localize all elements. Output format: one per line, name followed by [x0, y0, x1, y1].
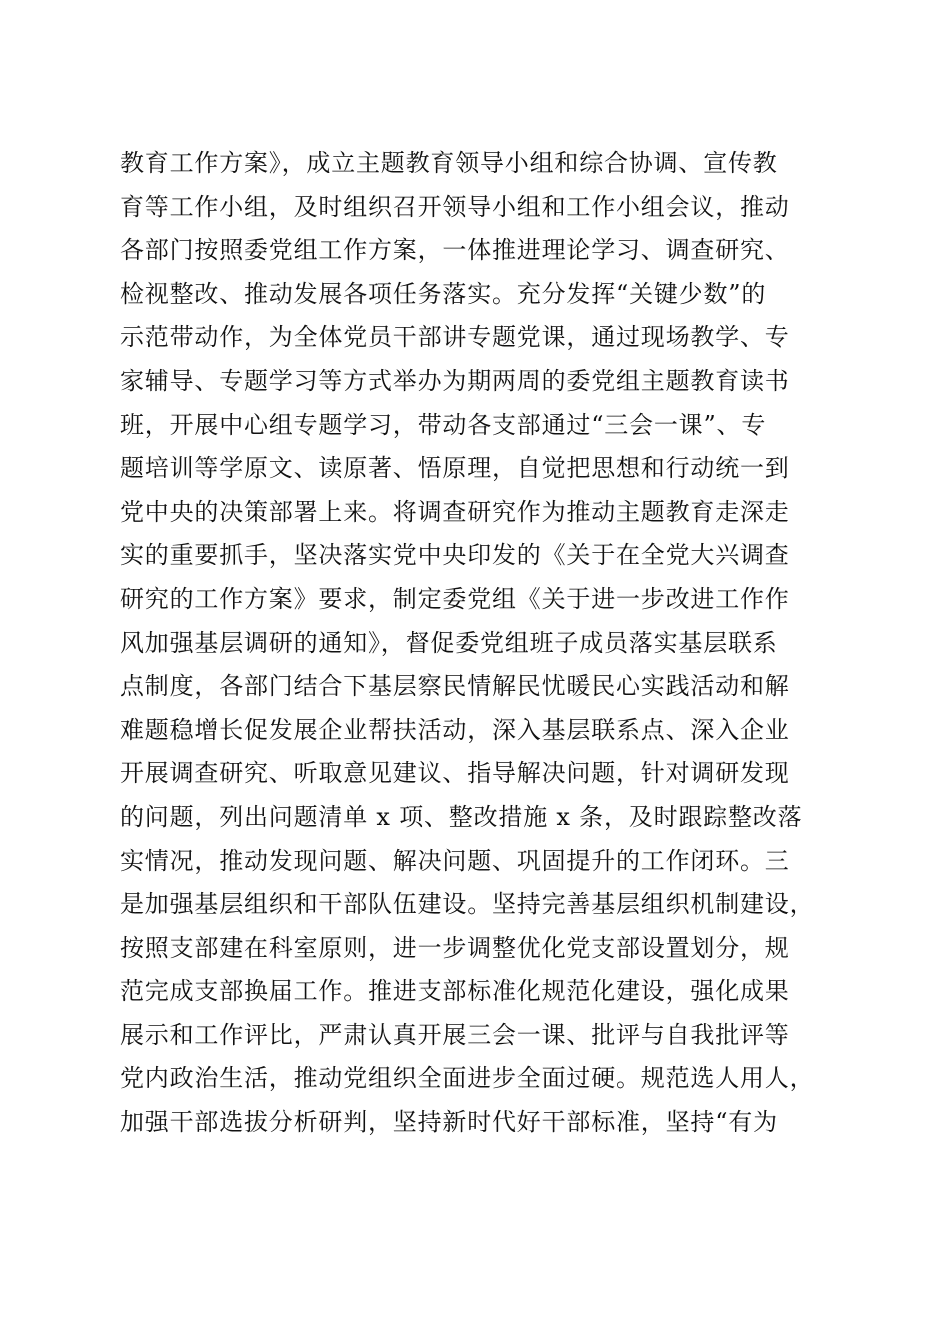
text-line: 示范带动作，为全体党员干部讲专题党课，通过现场教学、专: [120, 323, 790, 352]
text-line: 党内政治生活，推动党组织全面进步全面过硬。规范选人用人，: [120, 1064, 815, 1093]
text-line: 家辅导、专题学习等方式举办为期两周的委党组主题教育读书: [120, 366, 790, 395]
text-line: 教育工作方案》，成立主题教育领导小组和综合协调、宣传教: [120, 149, 778, 177]
text-line: 是加强基层组织和干部队伍建设。坚持完善基层组织机制建设，: [120, 890, 815, 919]
text-line: 展示和工作评比，严肃认真开展三会一课、批评与自我批评等: [120, 1020, 790, 1049]
text-line: 题培训等学原文、读原著、悟原理，自觉把思想和行动统一到: [120, 454, 790, 483]
text-line: 检视整改、推动发展各项任务落实。充分发挥“关键少数”的: [120, 279, 767, 308]
text-line: 班，开展中心组专题学习，带动各支部通过“三会一课”、专: [120, 410, 767, 439]
body-text: [120, 142, 832, 1145]
text-line: 实情况，推动发现问题、解决问题、巩固提升的工作闭环。三: [120, 846, 790, 875]
text-line: 育等工作小组，及时组织召开领导小组和工作小组会议，推动: [120, 192, 790, 221]
text-line: 范完成支部换届工作。推进支部标准化规范化建设，强化成果: [120, 977, 790, 1006]
text-line: 研究的工作方案》要求，制定委党组《关于进一步改进工作作: [120, 584, 790, 613]
text-line: 的问题，列出问题清单 x 项、整改措施 x 条，及时跟踪整改落: [120, 802, 803, 831]
text-line: 各部门按照委党组工作方案，一体推进理论学习、调查研究、: [120, 236, 790, 265]
text-line: 风加强基层调研的通知》，督促委党组班子成员落实基层联系: [120, 628, 778, 657]
text-line: 点制度，各部门结合下基层察民情解民忧暖民心实践活动和解: [120, 672, 790, 701]
text-line: 按照支部建在科室原则，进一步调整优化党支部设置划分，规: [120, 933, 790, 962]
text-line: 党中央的决策部署上来。将调查研究作为推动主题教育走深走: [120, 497, 790, 526]
text-line: 加强干部选拔分析研判，坚持新时代好干部标准，坚持“有为: [120, 1108, 778, 1137]
text-line: 开展调查研究、听取意见建议、指导解决问题，针对调研发现: [120, 759, 790, 788]
text-line: 难题稳增长促发展企业帮扶活动，深入基层联系点、深入企业: [120, 715, 790, 744]
text-line: 实的重要抓手，坚决落实党中央印发的《关于在全党大兴调查: [120, 541, 790, 570]
